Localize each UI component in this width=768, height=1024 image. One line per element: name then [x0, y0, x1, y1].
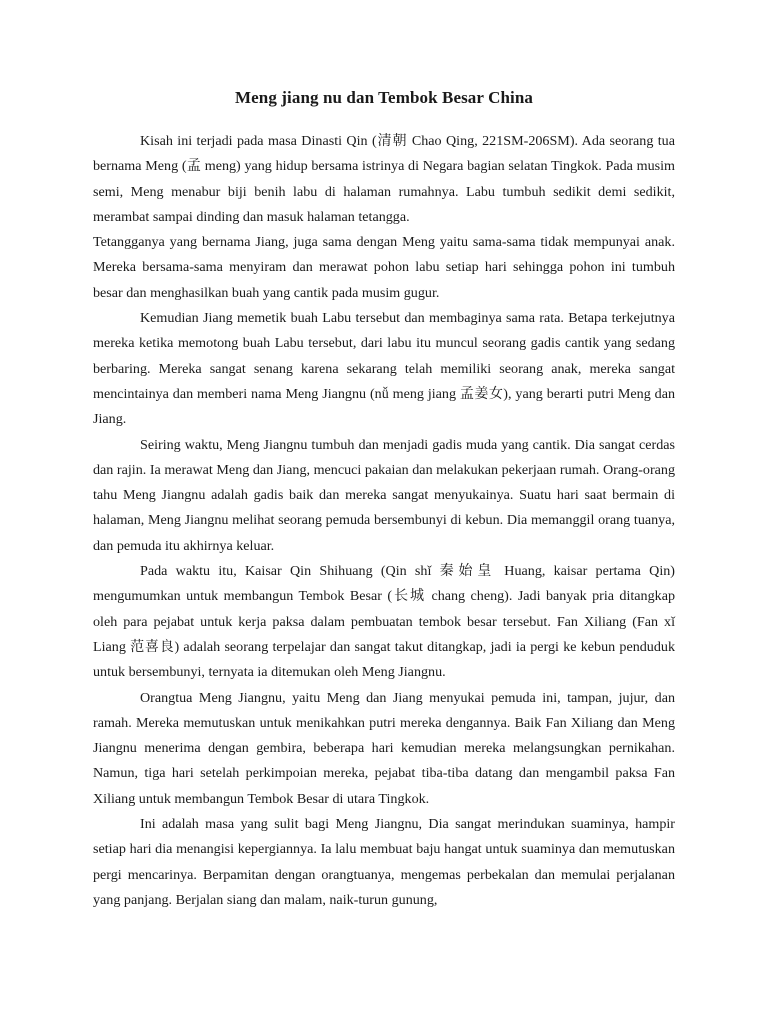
paragraph-5: Pada waktu itu, Kaisar Qin Shihuang (Qin shǐ 秦始皇 Huang, kaisar pertama Qin) mengumumkan untuk membangun Tembok Besar (长城 chang cheng). Jadi banyak pria ditangkap oleh para pejabat untuk kerja paksa dalam pembuatan tembok besar tersebut. Fan Xiliang (Fan xǐ Liang 范喜良) adalah seorang terpelajar dan sangat takut ditangkap, jadi ia pergi ke kebun penduduk untuk bersembunyi, ternyata ia ditemukan oleh Meng Jiangnu. [93, 563, 675, 681]
paragraph-1: Kisah ini terjadi pada masa Dinasti Qin (清朝 Chao Qing, 221SM-206SM). Ada seorang tua bernama Meng (孟 meng) yang hidup bersama istrinya di Negara bagian selatan Tingkok. Pada musim semi, Meng menabur biji benih labu di halaman rumahnya. Labu tumbuh sedikit demi sedikit, merambat sampai dinding dan masuk halaman tetangga. [93, 133, 675, 225]
paragraph-4: Seiring waktu, Meng Jiangnu tumbuh dan menjadi gadis muda yang cantik. Dia sangat cerdas dan rajin. Ia merawat Meng dan Jiang, mencuci pakaian dan melakukan pekerjaan rumah. Orang-orang tahu Meng Jiangnu adalah gadis baik dan mereka sangat menyukainya. Suatu hari saat bermain di halaman, Meng Jiangnu melihat seorang pemuda bersembunyi di kebun. Dia memanggil orang tuanya, dan pemuda itu akhirnya keluar. [93, 436, 675, 554]
document-page [93, 85, 675, 913]
paragraph-2: Tetangganya yang bernama Jiang, juga sama dengan Meng yaitu sama-sama tidak mempunyai anak. Mereka bersama-sama menyiram dan merawat pohon labu setiap hari sehingga pohon ini tumbuh besar dan menghasilkan buah yang cantik pada musim gugur. [93, 234, 675, 301]
document-title: Meng jiang nu dan Tembok Besar China [234, 88, 534, 107]
paragraph-3: Kemudian Jiang memetik buah Labu tersebut dan membaginya sama rata. Betapa terkejutnya mereka ketika memotong buah Labu tersebut, dari labu itu muncul seorang gadis cantik yang sedang berbaring. Mereka sangat senang karena sekarang telah memiliki seorang anak, mereka sangat mencintainya dan memberi nama Meng Jiangnu (nǚ meng jiang 孟姜女), yang berarti putri Meng dan Jiang. [93, 310, 675, 428]
paragraph-7: Ini adalah masa yang sulit bagi Meng Jiangnu, Dia sangat merindukan suaminya, hampir setiap hari dia menangisi kepergiannya. Ia lalu membuat baju hangat untuk suaminya dan memutuskan pergi mencarinya. Berpamitan dengan orangtuanya, mengemas perbekalan dan memulai perjalanan yang panjang. Berjalan siang dan malam, naik-turun gunung, [93, 816, 675, 908]
paragraph-6: Orangtua Meng Jiangnu, yaitu Meng dan Jiang menyukai pemuda ini, tampan, jujur, dan ramah. Mereka memutuskan untuk menikahkan putri mereka dengannya. Baik Fan Xiliang dan Meng Jiangnu menerima dengan gembira, beberapa hari kemudian mereka melangsungkan pernikahan. Namun, tiga hari setelah perkimpoian mereka, pejabat tiba-tiba datang dan mengambil paksa Fan Xiliang untuk membangun Tembok Besar di utara Tingkok. [93, 689, 675, 807]
